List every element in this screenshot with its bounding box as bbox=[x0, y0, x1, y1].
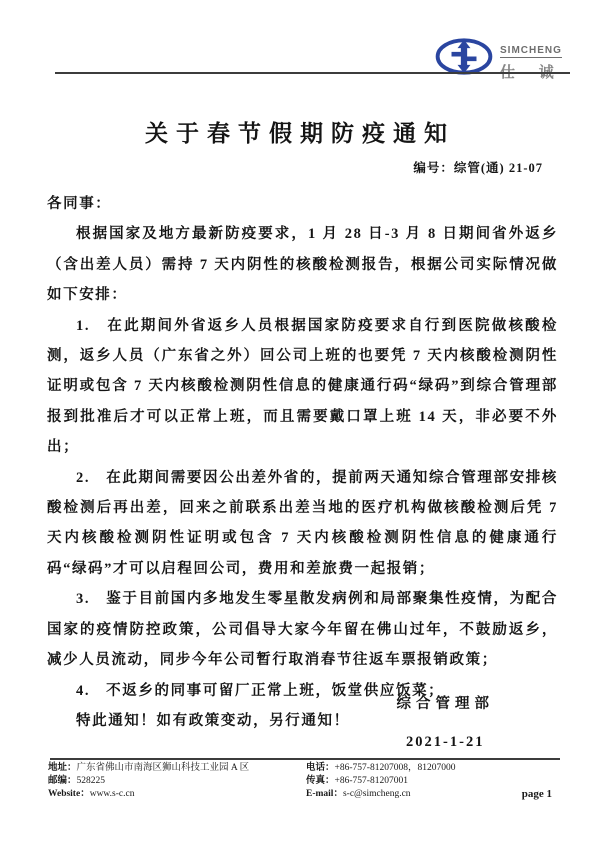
brand-name-cn: 仕 诚 bbox=[500, 65, 564, 81]
footer-right-column bbox=[306, 762, 522, 801]
zip-label: 邮编： bbox=[48, 776, 77, 786]
closing-line: 特此通知！如有政策变动，另行通知！ bbox=[76, 712, 350, 729]
email-label: E-mail： bbox=[306, 789, 343, 799]
page-title: 关于春节假期防疫通知 bbox=[145, 121, 455, 146]
email-value: s-c@simcheng.cn bbox=[342, 789, 411, 799]
website-value: www.s-c.cn bbox=[89, 789, 135, 799]
doc-number: 编号：综管(通) 21-07 bbox=[413, 161, 543, 175]
paragraph-item-1: 1. 在此期间外省返乡人员根据国家防疫要求自行到医院做核酸检测，返乡人员（广东省之外）回公司上班的也要凭 7 天内核酸检测阴性证明或包含 7 天内核酸检测阴性信息的健康通行码“绿码”到综合管理部报到批准后才可以正常上班，而且需要戴口罩上班 14 天，非必要不外出； bbox=[47, 317, 558, 456]
footer-zip bbox=[48, 775, 306, 788]
footer bbox=[48, 762, 560, 801]
phone-label: 电话： bbox=[306, 763, 335, 773]
address-value: 广东省佛山市南海区狮山科技工业园 A 区 bbox=[76, 763, 250, 773]
header-divider bbox=[55, 72, 570, 74]
salutation: 各同事： bbox=[47, 196, 112, 212]
footer-address bbox=[48, 762, 306, 775]
footer-fax bbox=[306, 775, 522, 788]
brand-name-en: SIMCHENG bbox=[500, 45, 562, 56]
paragraph-item-3: 3. 鉴于目前国内多地发生零星散发病例和局部聚集性疫情，为配合国家的疫情防控政策，公司倡导大家今年留在佛山过年，不鼓励返乡，减少人员流动，同步今年公司暂行取消春节往返车票报销政策； bbox=[47, 591, 558, 669]
address-label: 地址： bbox=[48, 763, 77, 773]
fax-label: 传真： bbox=[306, 776, 335, 786]
footer-left-column bbox=[48, 762, 306, 801]
paragraph-item-2: 2. 在此期间需要因公出差外省的，提前两天通知综合管理部安排核酸检测后再出差，回来之前联系出差当地的医疗机构做核酸检测后凭 7 天内核酸检测阴性证明或包含 7 天内核酸检测阴性信息的健康通行码“绿码”才可以启程回公司，费用和差旅费一起报销； bbox=[47, 469, 558, 577]
paragraph-item-4: 4. 不返乡的同事可留厂正常上班，饭堂供应饭菜； bbox=[76, 682, 445, 699]
footer-phone bbox=[306, 762, 522, 775]
zip-value: 528225 bbox=[76, 776, 106, 786]
signature-block bbox=[397, 692, 495, 751]
footer-website bbox=[48, 788, 306, 801]
notice-body bbox=[47, 189, 558, 736]
phone-value: +86-757-81207008，81207000 bbox=[334, 763, 456, 773]
simcheng-logo-icon bbox=[433, 38, 495, 75]
signature-date: 2021-1-21 bbox=[406, 734, 485, 750]
page-number: page 1 bbox=[521, 788, 552, 800]
website-label: Website： bbox=[48, 789, 90, 799]
fax-value: +86-757-81207001 bbox=[334, 776, 408, 786]
brand-block bbox=[500, 40, 564, 82]
footer-email bbox=[306, 788, 522, 801]
paragraph-intro: 根据国家及地方最新防疫要求，1 月 28 日-3 月 8 日期间省外返乡（含出差人员）需持 7 天内阴性的核酸检测报告，根据公司实际情况做如下安排： bbox=[47, 226, 558, 304]
signature-department: 综合管理部 bbox=[396, 696, 494, 712]
footer-divider bbox=[50, 758, 560, 760]
